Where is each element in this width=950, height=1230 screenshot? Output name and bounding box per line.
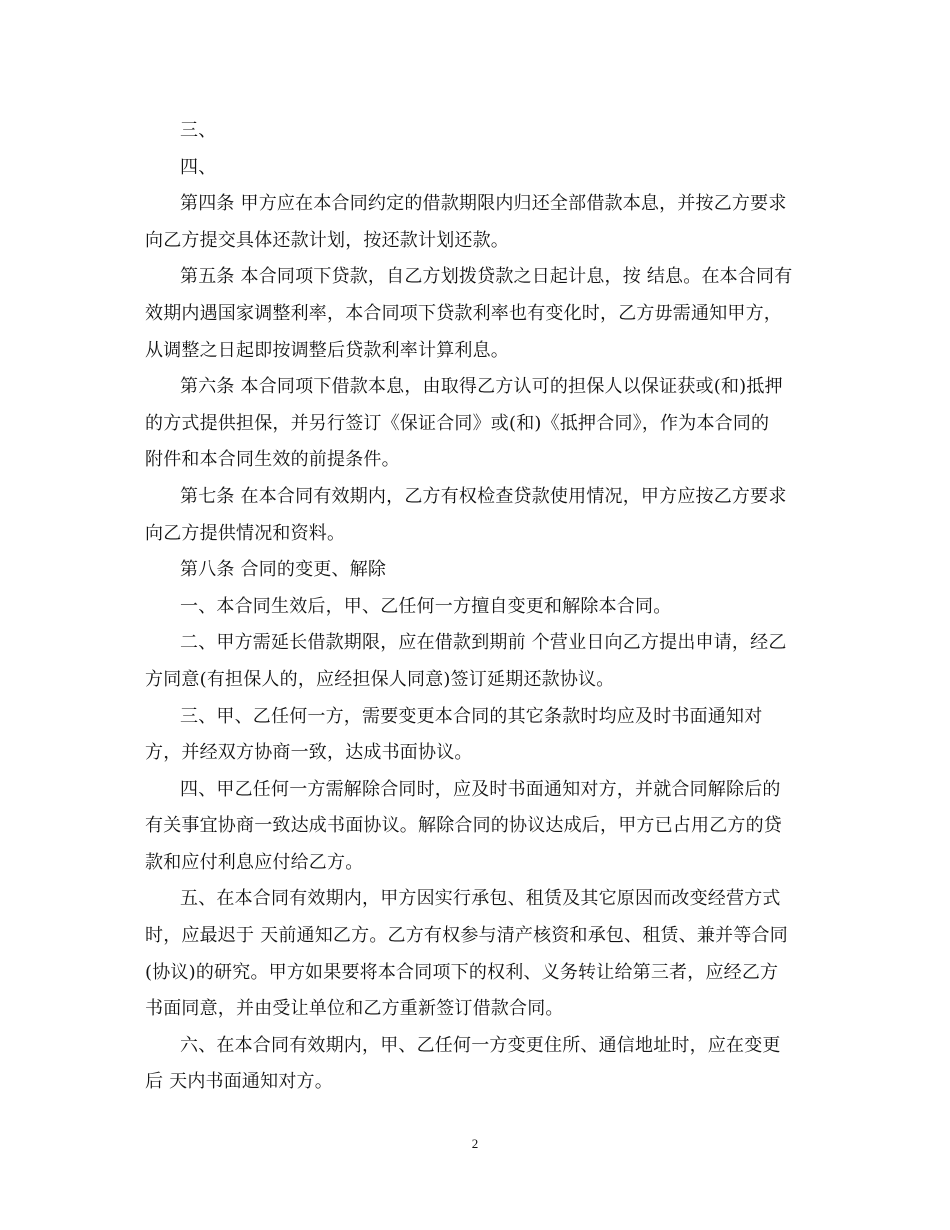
text-line: 效期内遇国家调整利率，本合同项下贷款利率也有变化时，乙方毋需通知甲方，: [145, 302, 782, 324]
text-line: 第七条 在本合同有效期内，乙方有权检查贷款使用情况，甲方应按乙方要求: [180, 485, 787, 507]
paragraph: [145, 186, 810, 259]
text-line: 向乙方提交具体还款计划，按还款计划还款。: [145, 229, 509, 251]
text-line: 第六条 本合同项下借款本息，由取得乙方认可的担保人以保证获或(和)抵押: [180, 376, 783, 398]
text-line: 五、在本合同有效期内，甲方因实行承包、租赁及其它原因而改变经营方式: [180, 888, 781, 910]
text-line: 方，并经双方协商一致，达成书面协议。: [145, 742, 473, 764]
document-body: [145, 113, 810, 1101]
paragraph: [145, 699, 810, 772]
text-line: 第四条 甲方应在本合同约定的借款期限内归还全部借款本息，并按乙方要求: [180, 193, 787, 215]
text-line: 四、: [180, 156, 217, 178]
text-line: 二、甲方需延长借款期限，应在借款到期前 个营业日向乙方提出申请，经乙: [180, 632, 787, 654]
text-line: 附件和本合同生效的前提条件。: [145, 449, 400, 471]
paragraph: [145, 150, 810, 187]
paragraph: [145, 369, 810, 479]
text-line: 一、本合同生效后，甲、乙任何一方擅自变更和解除本合同。: [180, 595, 672, 617]
paragraph: [145, 552, 810, 589]
paragraph: [145, 881, 810, 1027]
text-line: 第五条 本合同项下贷款，自乙方划拨贷款之日起计息，按 结息。在本合同有: [180, 266, 793, 288]
text-line: 的方式提供担保，并另行签订《保证合同》或(和)《抵押合同》，作为本合同的: [145, 412, 770, 434]
page-number: 2: [471, 1136, 479, 1151]
text-line: 款和应付利息应付给乙方。: [145, 851, 364, 873]
paragraph: [145, 113, 810, 150]
text-line: 三、: [180, 120, 217, 141]
text-line: 三、甲、乙任何一方，需要变更本合同的其它条款时均应及时书面通知对: [180, 705, 763, 727]
text-line: 时，应最迟于 天前通知乙方。乙方有权参与清产核资和承包、租赁、兼并等合同: [145, 925, 788, 947]
text-line: 后 天内书面通知对方。: [145, 1071, 333, 1093]
paragraph: [145, 479, 810, 552]
paragraph: [145, 1028, 810, 1101]
text-line: (协议)的研究。甲方如果要将本合同项下的权利、义务转让给第三者，应经乙方: [145, 961, 779, 983]
text-line: 四、甲乙任何一方需解除合同时，应及时书面通知对方，并就合同解除后的: [180, 778, 781, 800]
text-line: 从调整之日起即按调整后贷款利率计算利息。: [145, 339, 509, 361]
text-line: 有关事宜协商一致达成书面协议。解除合同的协议达成后，甲方已占用乙方的贷: [145, 815, 782, 837]
paragraph: [145, 772, 810, 882]
paragraph: [145, 259, 810, 369]
paragraph: [145, 589, 810, 626]
paragraph: [145, 625, 810, 698]
text-line: 方同意(有担保人的，应经担保人同意)签订延期还款协议。: [145, 668, 615, 690]
text-line: 第八条 合同的变更、解除: [180, 559, 387, 581]
text-line: 向乙方提供情况和资料。: [145, 522, 346, 544]
text-line: 六、在本合同有效期内，甲、乙任何一方变更住所、通信地址时，应在变更: [180, 1034, 781, 1056]
text-line: 书面同意，并由受让单位和乙方重新签订借款合同。: [145, 998, 564, 1020]
